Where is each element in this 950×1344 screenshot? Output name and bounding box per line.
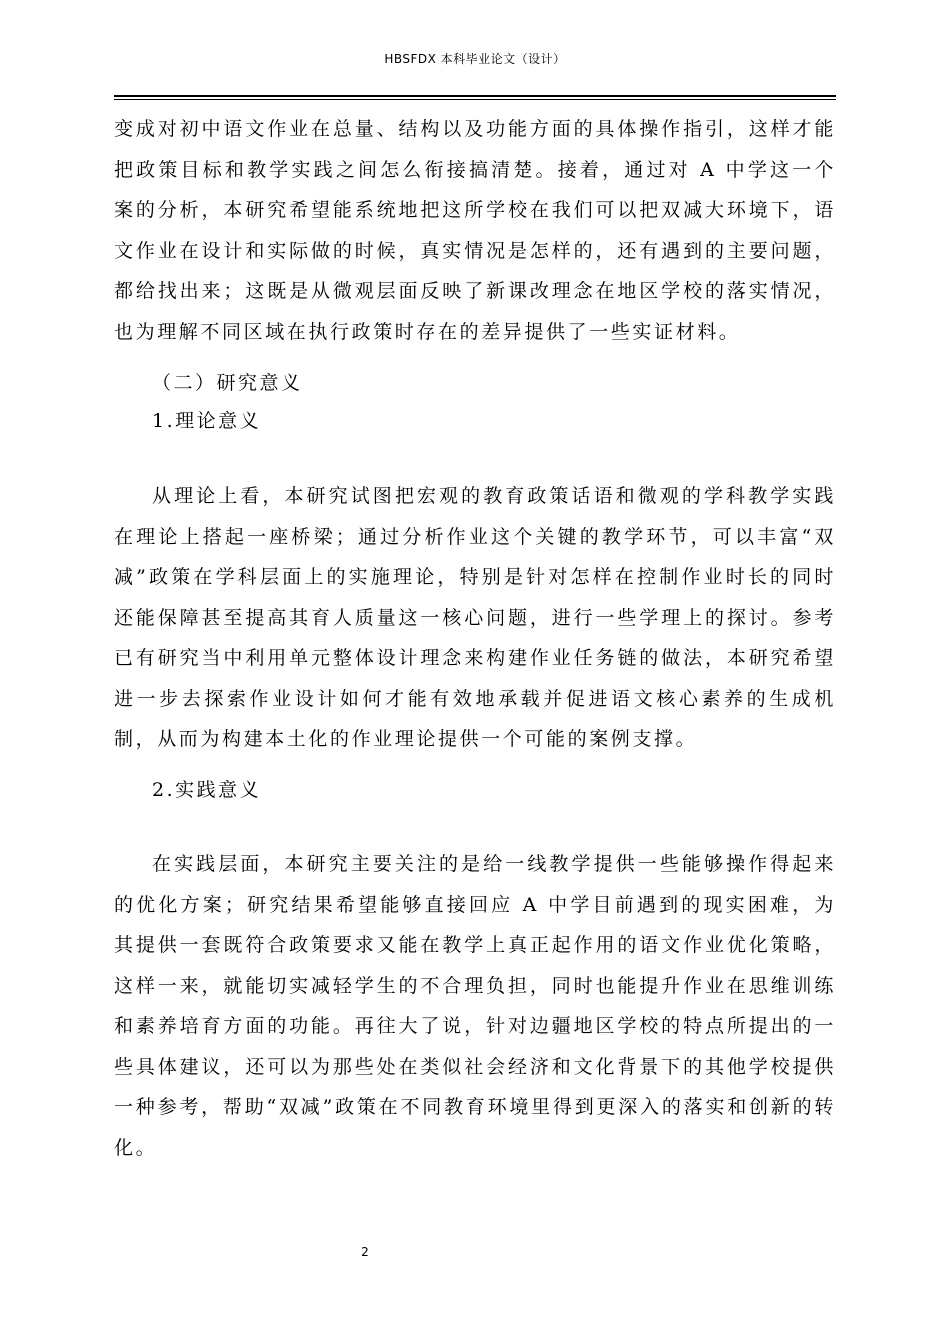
subsection-heading-theory: 1.理论意义 — [152, 410, 262, 432]
body-paragraph-practice: 在实践层面，本研究主要关注的是给一线教学提供一些能够操作得起来的优化方案；研究结果希望能够直接回应 A 中学目前遇到的现实困难，为其提供一套既符合政策要求又能在教学上真正起作用的语文作业优化策略，这样一来，就能切实减轻学生的不合理负担，同时也能提升作业在思维训练和素养培育方面的功能。再往大了说，针对边疆地区学校的特点所提出的一些具体建议，还可以为那些处在类似社会经济和文化背景下的其他学校提供一种参考，帮助“双减”政策在不同教育环境里得到更深入的落实和创新的转化。 — [114, 853, 836, 1159]
subsection-heading-practice: 2.实践意义 — [152, 779, 262, 801]
header-rule-thick — [114, 95, 836, 97]
body-paragraph-continued: 变成对初中语文作业在总量、结构以及功能方面的具体操作指引，这样才能把政策目标和教学实践之间怎么衔接搞清楚。接着，通过对 A 中学这一个案的分析，本研究希望能系统地把这所学校在我们可以把双减大环境下，语文作业在设计和实际做的时候，真实情况是怎样的，还有遇到的主要问题，都给找出来；这既是从微观层面反映了新课改理念在地区学校的落实情况，也为理解不同区域在执行政策时存在的差异提供了一些实证材料。 — [114, 118, 836, 343]
header-rule-thin — [114, 99, 836, 100]
running-header: HBSFDX 本科毕业论文（设计） — [384, 52, 566, 66]
section-heading: （二）研究意义 — [152, 372, 303, 394]
page-number: 2 — [361, 1245, 369, 1259]
body-paragraph-theory: 从理论上看，本研究试图把宏观的教育政策话语和微观的学科教学实践在理论上搭起一座桥梁；通过分析作业这个关键的教学环节，可以丰富“双减”政策在学科层面上的实施理论，特别是针对怎样在控制作业时长的同时还能保障甚至提高其育人质量这一核心问题，进行一些学理上的探讨。参考已有研究当中利用单元整体设计理念来构建作业任务链的做法，本研究希望进一步去探索作业设计如何才能有效地承载并促进语文核心素养的生成机制，从而为构建本土化的作业理论提供一个可能的案例支撑。 — [114, 485, 836, 750]
